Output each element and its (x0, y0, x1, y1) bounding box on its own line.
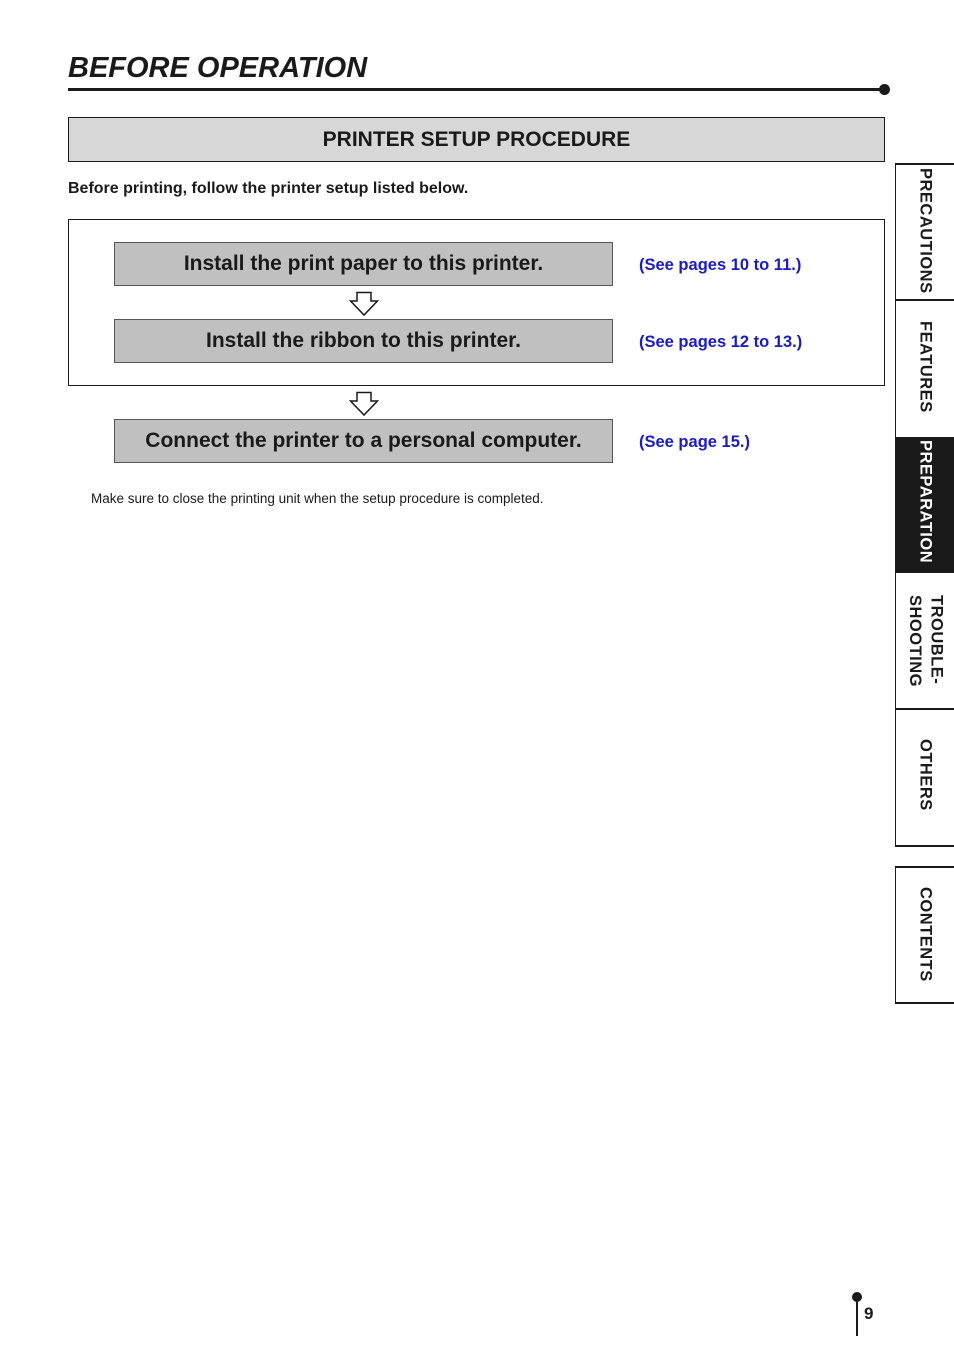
page-reference-link[interactable]: (See pages 10 to 11.) (639, 256, 802, 274)
page-reference-link[interactable]: (See page 15.) (639, 433, 750, 451)
tab-troubleshooting[interactable] (895, 573, 954, 708)
completion-note: Make sure to close the printing unit when the setup procedure is completed. (91, 491, 544, 506)
tab-label: FEATURES (916, 321, 935, 413)
page-number: 9 (864, 1304, 874, 1323)
step-install-ribbon (114, 319, 613, 363)
tab-label-line: TROUBLE- (927, 595, 946, 685)
section-heading-label: PRINTER SETUP PROCEDURE (322, 127, 631, 151)
title-rule-dot (879, 84, 890, 95)
step-label: Install the print paper to this printer. (183, 252, 544, 275)
title-rule (68, 88, 884, 91)
tab-divider (895, 845, 954, 847)
tab-label: OTHERS (916, 739, 935, 811)
tab-label: CONTENTS (916, 887, 935, 982)
tab-features[interactable] (895, 301, 954, 437)
down-arrow-icon (349, 391, 379, 417)
page-number-rule (856, 1300, 858, 1336)
section-heading (68, 117, 885, 162)
step-connect-computer (114, 419, 613, 463)
intro-text: Before printing, follow the printer setup listed below. (68, 180, 469, 197)
page-reference-link[interactable]: (See pages 12 to 13.) (639, 333, 803, 351)
tab-preparation[interactable] (895, 437, 954, 573)
tab-label-line: SHOOTING (906, 595, 924, 688)
tab-label (904, 592, 947, 687)
tab-contents[interactable] (895, 868, 954, 1002)
tab-precautions[interactable] (895, 165, 954, 299)
step-label: Connect the printer to a personal computer. (145, 429, 582, 452)
tab-divider (895, 1002, 954, 1004)
tab-others[interactable] (895, 710, 954, 845)
page-title: BEFORE OPERATION (68, 52, 368, 84)
tab-label: PRECAUTIONS (916, 168, 935, 294)
down-arrow-icon (349, 291, 379, 317)
step-install-paper (114, 242, 613, 286)
step-label: Install the ribbon to this printer. (205, 329, 521, 352)
tab-label: PREPARATION (916, 440, 935, 564)
